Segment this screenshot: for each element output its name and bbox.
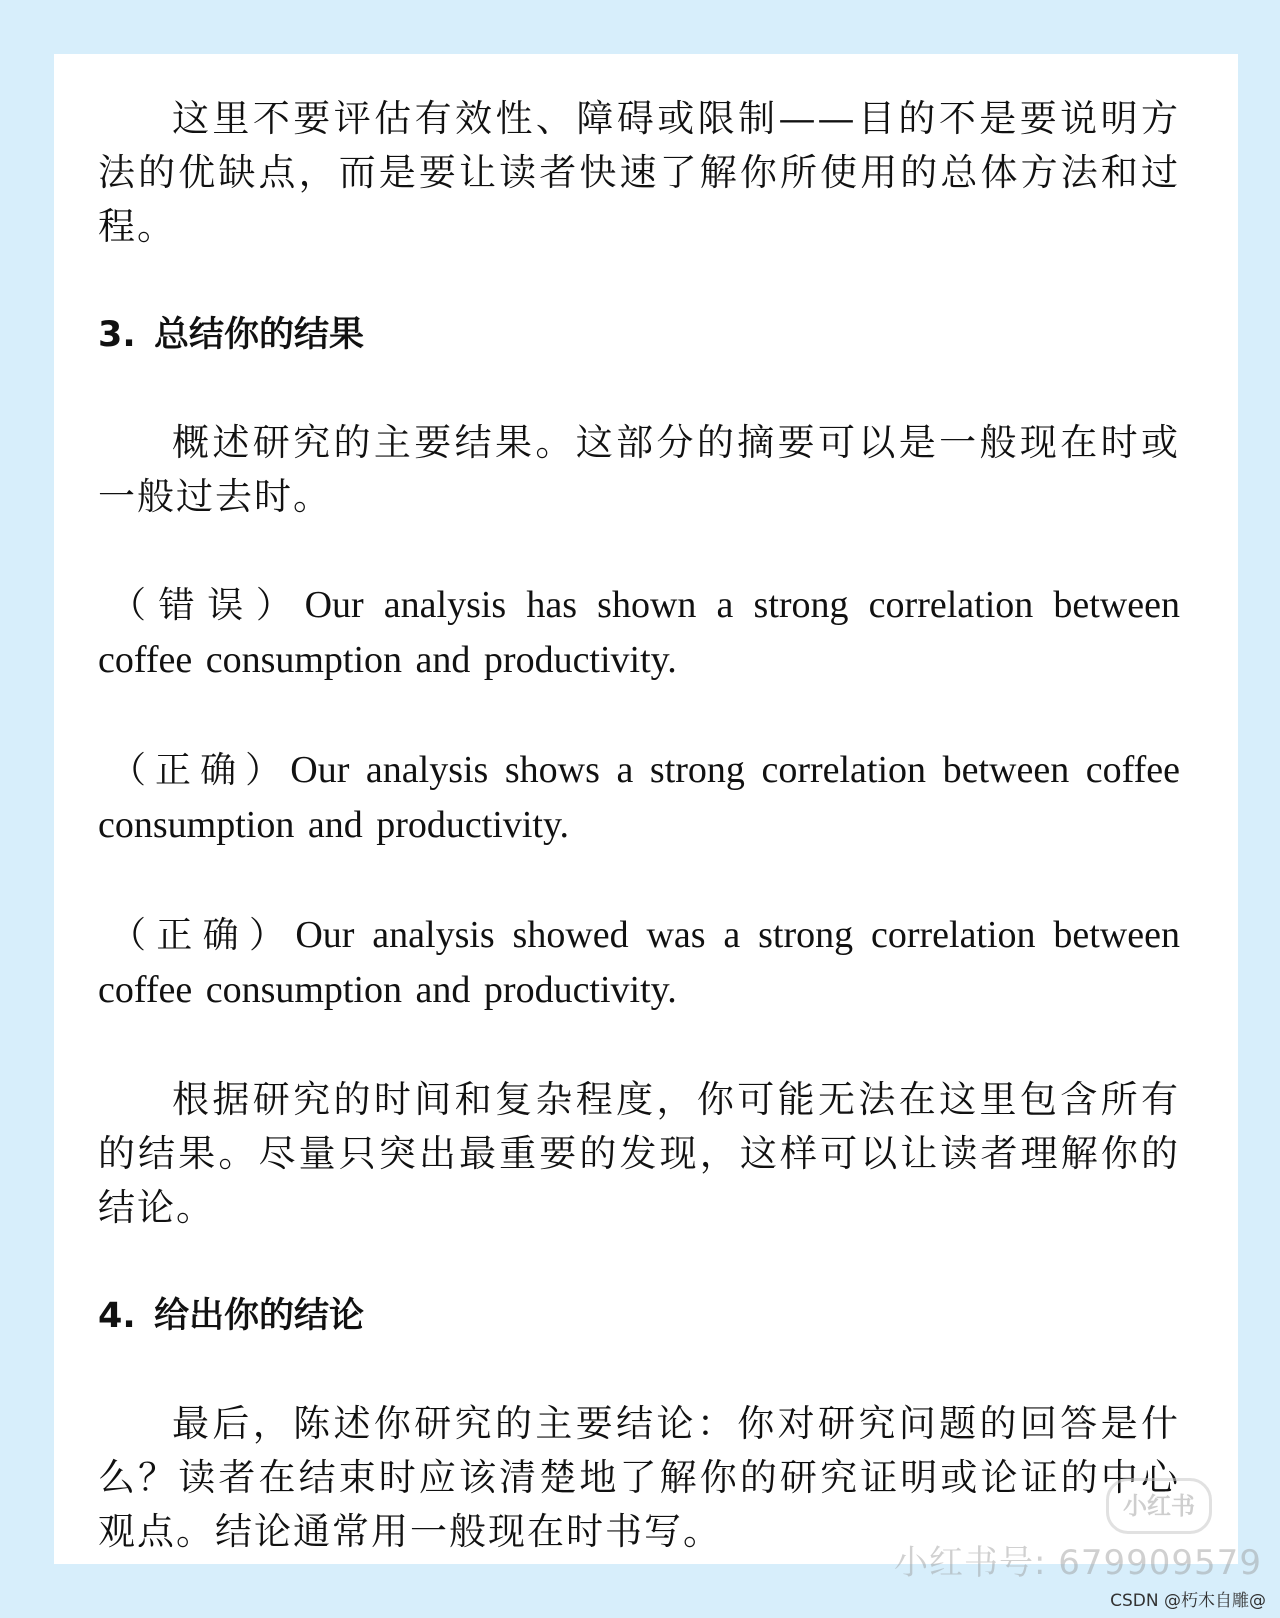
section-title: 总结你的结果 [154, 315, 365, 355]
example-text: Our analysis showed was a strong correlation between coffee consumption and productivity. [98, 914, 1180, 1011]
paragraph-conclusion: 最后，陈述你研究的主要结论：你对研究问题的回答是什么？读者在结束时应该清楚地了解你的研究证明或论证的中心观点。结论通常用一般现在时书写。 [98, 1402, 1180, 1553]
section-title: 给出你的结论 [154, 1296, 365, 1336]
example-correct-2 [98, 908, 1180, 1017]
section-heading-results [98, 308, 1180, 362]
example-incorrect [98, 578, 1180, 687]
xiaohongshu-id-watermark: 小红书号: 679909579 [894, 1543, 1262, 1583]
example-tag: （正确） [110, 750, 291, 791]
paragraph-results-scope: 根据研究的时间和复杂程度，你可能无法在这里包含所有的结果。尽量只突出最重要的发现，这样可以让读者理解你的结论。 [98, 1078, 1180, 1229]
section-number: 3. [98, 315, 136, 355]
example-text: Our analysis has shown a strong correlation between coffee consumption and productivity. [98, 584, 1180, 681]
example-correct-1 [98, 743, 1180, 852]
paragraph-method-note: 这里不要评估有效性、障碍或限制——目的不是要说明方法的优缺点，而是要让读者快速了解你所使用的总体方法和过程。 [98, 97, 1180, 248]
document-content [98, 92, 1180, 1559]
section-heading-conclusion [98, 1289, 1180, 1343]
xiaohongshu-logo-watermark: 小红书 [1106, 1478, 1212, 1534]
example-tag: （正确） [110, 915, 296, 956]
example-text: Our analysis shows a strong correlation between coffee consumption and productivity. [98, 749, 1180, 846]
paragraph-results-summary: 概述研究的主要结果。这部分的摘要可以是一般现在时或一般过去时。 [98, 421, 1180, 518]
document-page [54, 54, 1238, 1564]
example-tag: （错误） [110, 585, 305, 626]
csdn-credit: CSDN @朽木自雕@ [1110, 1591, 1266, 1611]
section-number: 4. [98, 1296, 136, 1336]
